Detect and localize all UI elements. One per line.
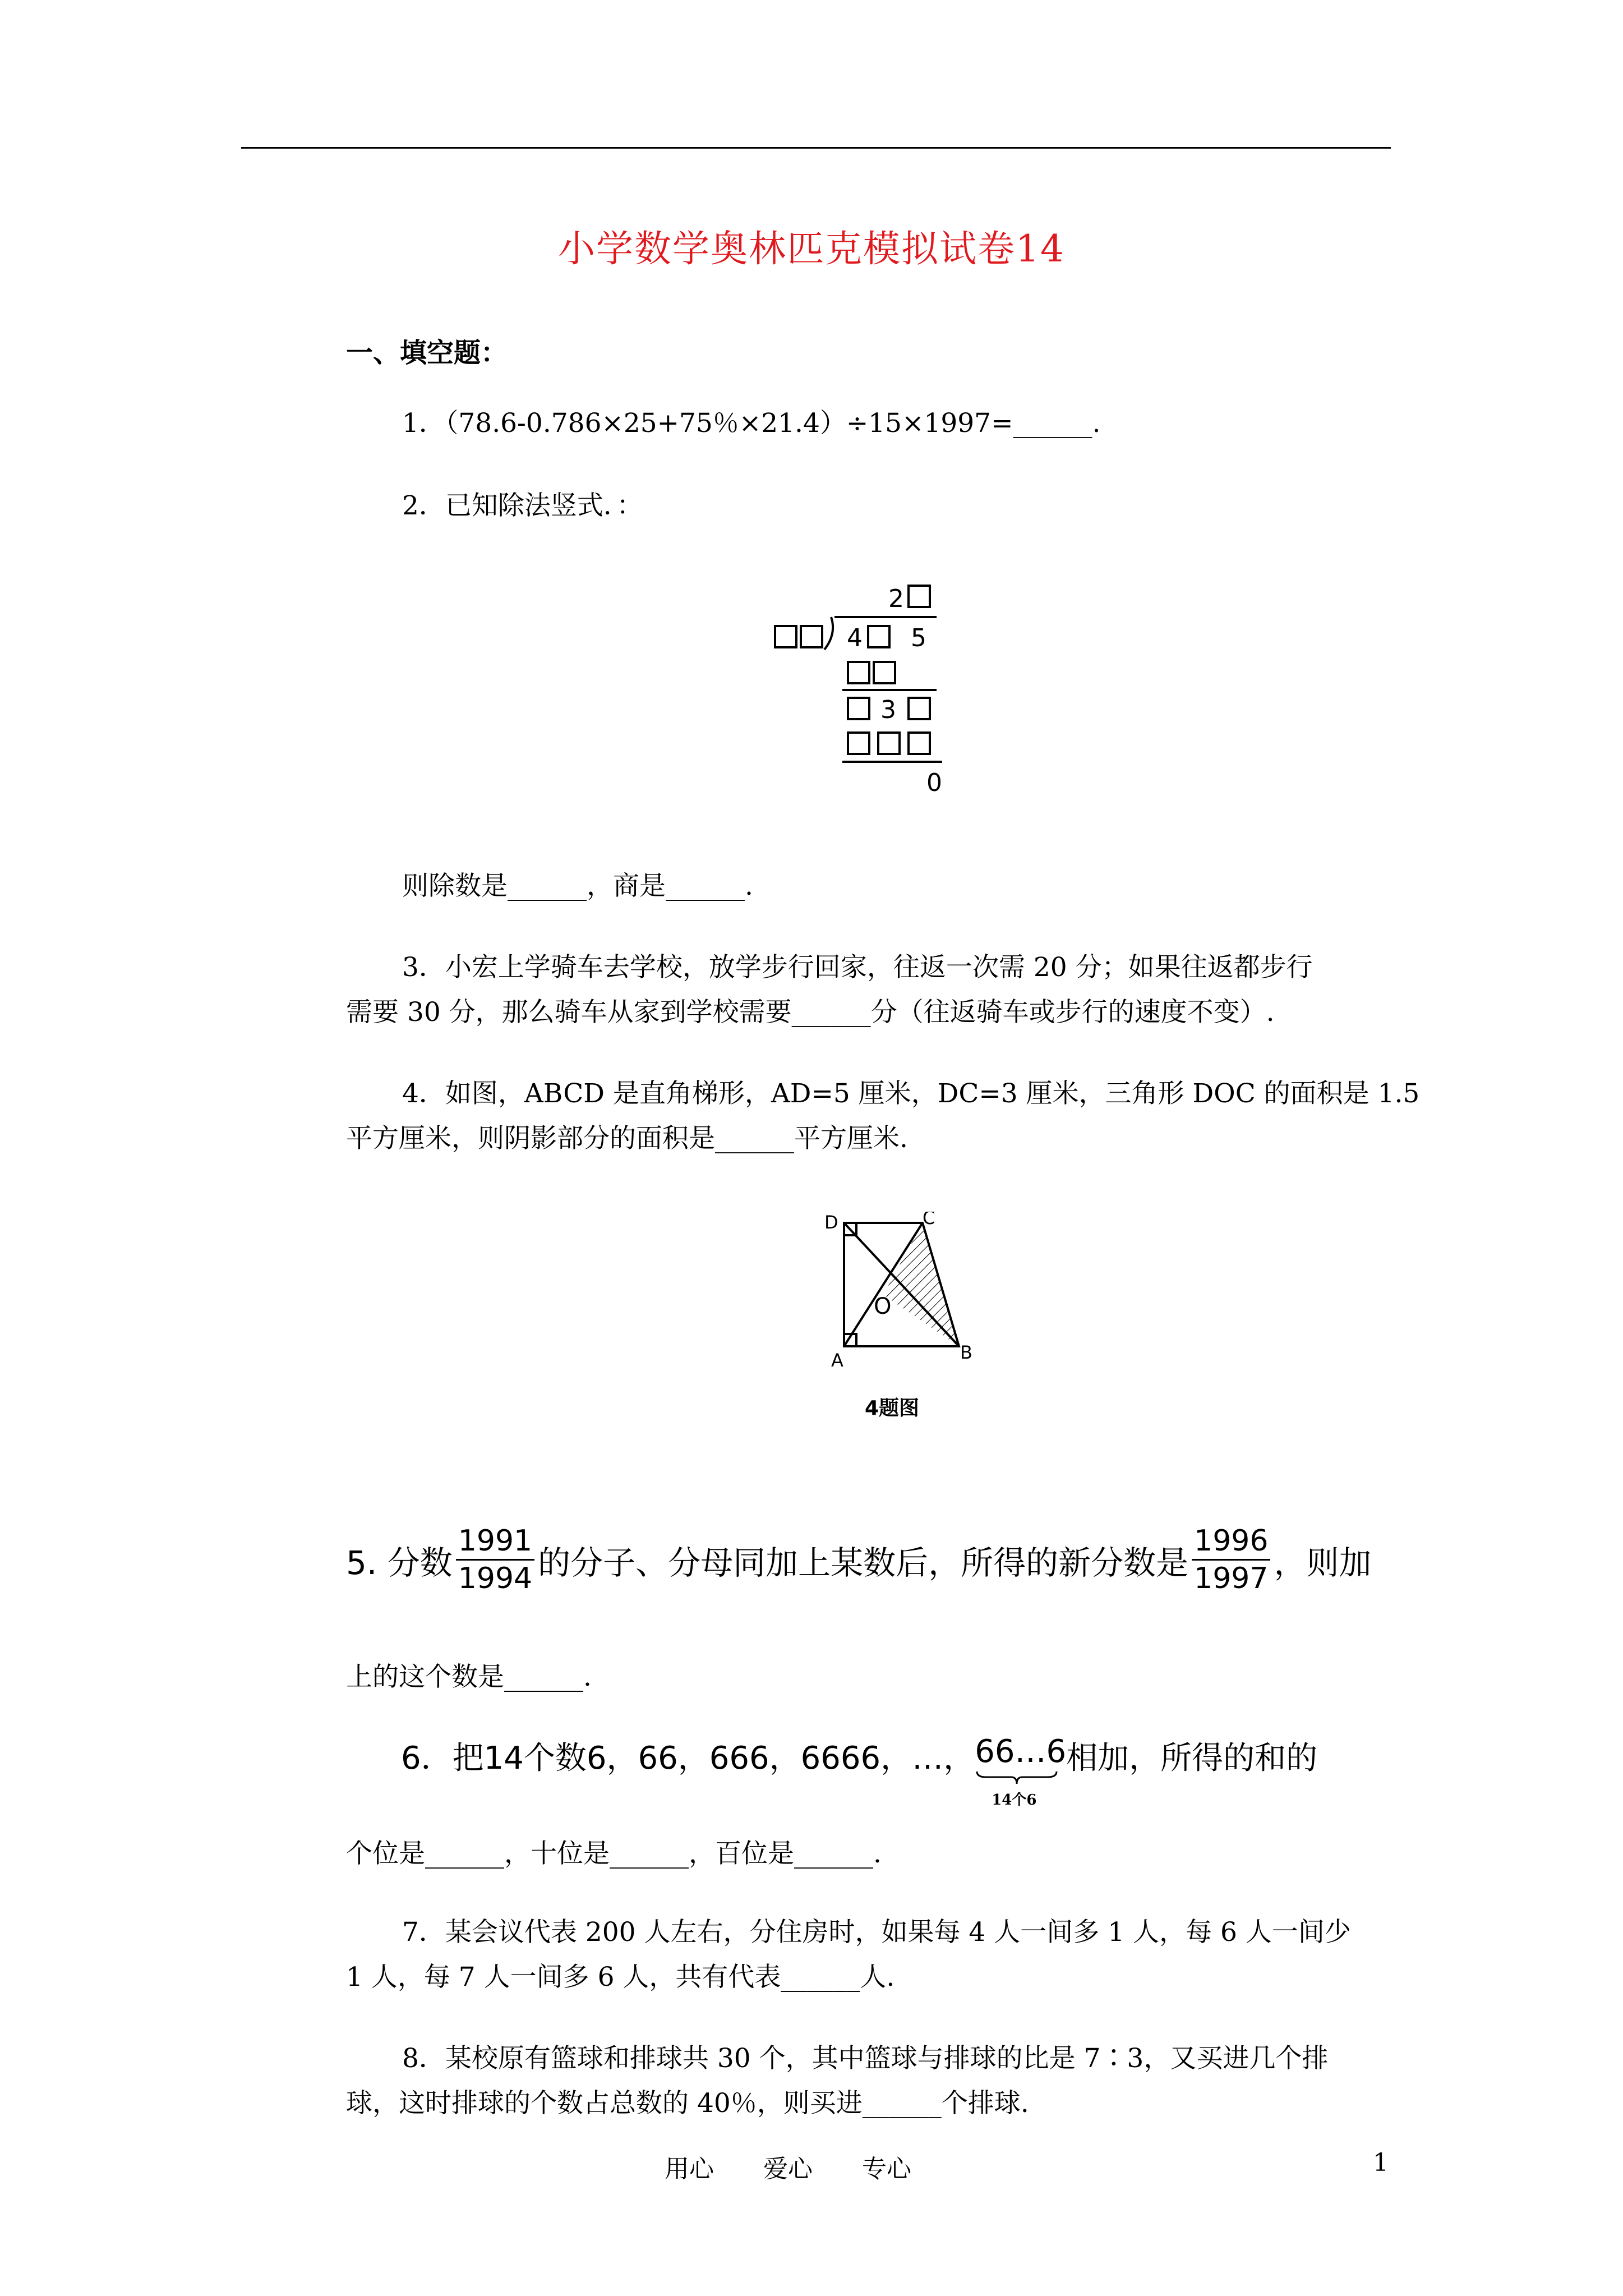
q6-brace-label: 14个6 <box>992 1792 1037 1809</box>
q6-suffix: 相加，所得的和的 <box>1066 1740 1318 1777</box>
section-heading: 一、填空题： <box>346 337 508 369</box>
question-4-line-1: 4．如图，ABCD 是直角梯形，AD=5 厘米，DC=3 厘米，三角形 DOC 的面积是 1.5 <box>402 1078 1420 1109</box>
divisor-box-2 <box>801 626 822 647</box>
q6-prefix: 6．把14个数6，66，666，6666，…， <box>401 1740 975 1777</box>
q5-prefix: 5. 分数 <box>346 1543 453 1582</box>
fraction-1991-1994 <box>456 1523 534 1596</box>
question-6-line-1 <box>401 1733 1318 1809</box>
q5-suffix: ，则加 <box>1274 1543 1372 1582</box>
page-title: 小学数学奥林匹克模拟试卷14 <box>558 227 1065 270</box>
question-7-line-2: 1 人，每 7 人一间多 6 人，共有代表______人. <box>346 1962 895 1993</box>
frac1-numerator: 1991 <box>456 1523 534 1561</box>
fraction-1996-1997 <box>1192 1523 1270 1596</box>
partial-digit: 3 <box>880 696 896 724</box>
quotient-box <box>909 586 930 607</box>
dividend-box <box>868 626 889 647</box>
question-5-line-1 <box>346 1523 1372 1596</box>
dividend-first-digit: 4 <box>847 624 863 652</box>
label-C: C <box>923 1212 935 1228</box>
label-A: A <box>831 1350 843 1371</box>
question-2: 2．已知除法竖式．： <box>402 490 643 521</box>
underbrace-icon <box>975 1769 1059 1786</box>
frac2-denominator: 1997 <box>1194 1562 1269 1595</box>
q5-middle: 的分子、分母同加上某数后，所得的新分数是 <box>538 1543 1189 1582</box>
question-3-line-2: 需要 30 分，那么骑车从家到学校需要______分（往返骑车或步行的速度不变）. <box>346 997 1275 1028</box>
division-figure <box>768 583 959 808</box>
frac2-numerator: 1996 <box>1192 1523 1270 1561</box>
question-7-line-1: 7．某会议代表 200 人左右，分住房时，如果每 4 人一间多 1 人，每 6 人一间少 <box>402 1917 1351 1948</box>
question-5-line-2: 上的这个数是______. <box>346 1662 592 1692</box>
header-rule <box>241 147 1391 149</box>
question-2-answer: 则除数是______，商是______. <box>402 871 753 901</box>
question-8-line-2: 球，这时排球的个数占总数的 40％，则买进______个排球. <box>346 2088 1029 2119</box>
dividend-last-digit: 5 <box>911 624 926 652</box>
frac1-denominator: 1994 <box>458 1562 533 1595</box>
question-8-line-1: 8．某校原有篮球和排球共 30 个，其中篮球与排球的比是 7∶3，又买进几个排 <box>402 2043 1329 2074</box>
footer-motto: 用心 爱心 专心 <box>665 2155 911 2183</box>
figure-caption: 4题图 <box>865 1397 920 1420</box>
page-number: 1 <box>1373 2148 1389 2177</box>
question-6-line-2: 个位是______，十位是______，百位是______. <box>346 1838 882 1869</box>
question-1: 1．（78.6-0.786×25+75％×21.4）÷15×1997=______. <box>402 408 1101 439</box>
label-D: D <box>824 1212 838 1233</box>
q6-term-group <box>975 1733 1067 1809</box>
quotient-digit: 2 <box>888 585 904 613</box>
shaded-triangle <box>883 1223 959 1346</box>
divisor-box-1 <box>775 626 796 647</box>
remainder-digit: 0 <box>926 769 942 797</box>
question-3-line-1: 3．小宏上学骑车去学校，放学步行回家，往返一次需 20 分；如果往返都步行 <box>402 952 1313 983</box>
question-4-line-2: 平方厘米，则阴影部分的面积是______平方厘米. <box>346 1123 908 1154</box>
trapezoid-figure <box>819 1212 987 1425</box>
label-B: B <box>960 1342 972 1363</box>
label-O: O <box>874 1294 892 1319</box>
q6-term: 66…6 <box>975 1733 1067 1770</box>
